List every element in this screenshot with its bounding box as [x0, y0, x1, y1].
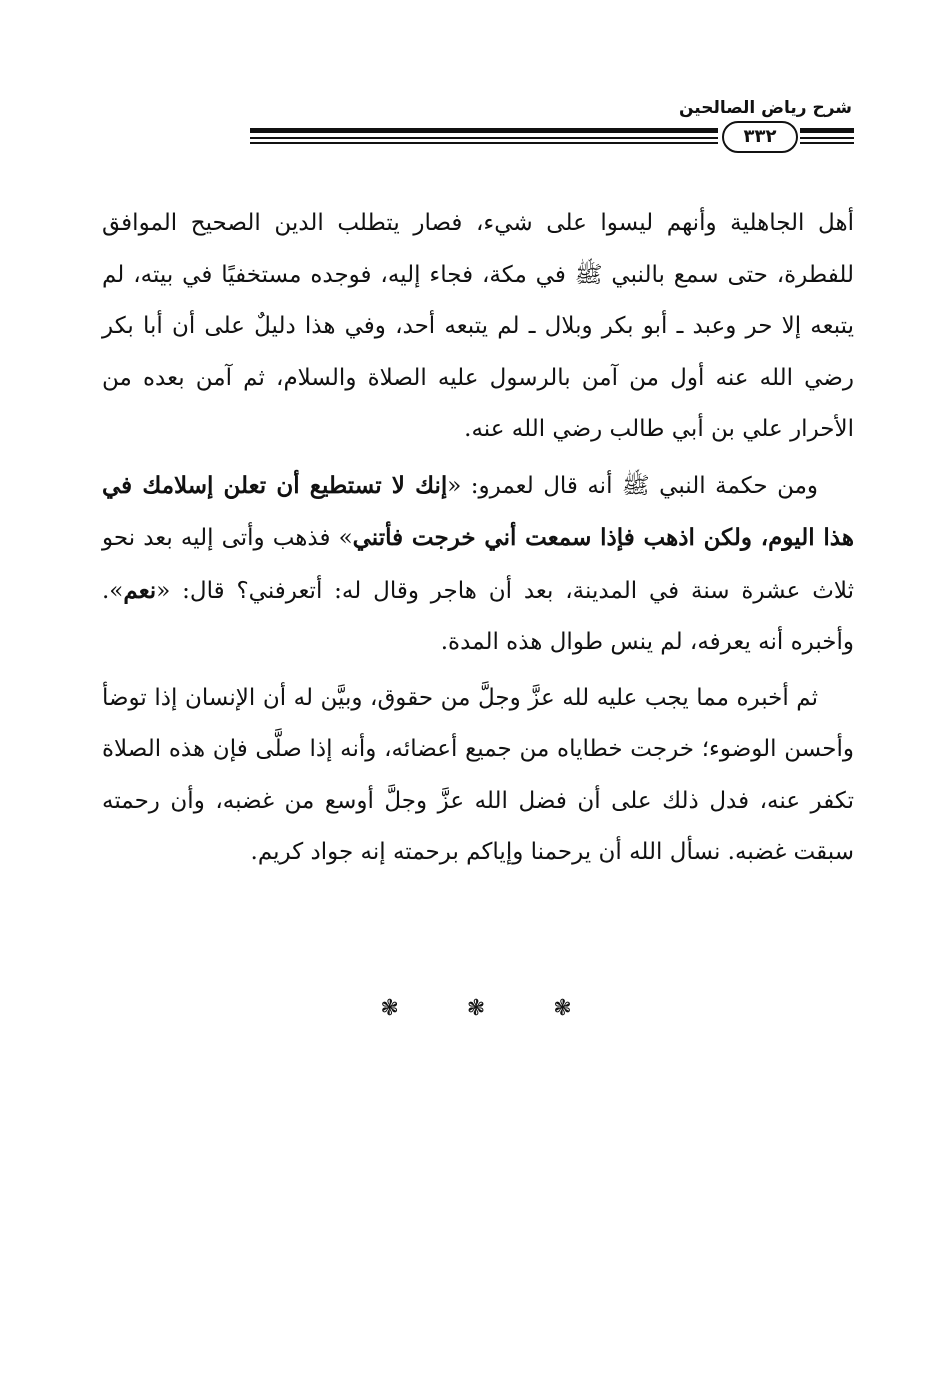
- text-segment: ». وأخبره أنه يعرفه، لم ينس طوال هذه المدة.: [102, 577, 854, 655]
- paragraph-1: [102, 198, 854, 456]
- page-number: ٣٣٢: [722, 121, 798, 153]
- star-ornament-icon: ❃: [553, 996, 572, 1021]
- running-title: شرح رياض الصالحين: [678, 98, 852, 118]
- star-ornament-icon: ❃: [380, 996, 399, 1021]
- header-rule: [800, 128, 854, 133]
- section-separator: [0, 996, 952, 1021]
- body-text: [102, 198, 854, 879]
- text-segment: ثم أخبره مما يجب عليه لله عزَّ وجلَّ من حقوق، وبيَّن له أن الإنسان إذا توضأ وأحسن الوضوء؛ خرجت خطاياه من جميع أعضائه، وأنه إذا صلَّى فإن هذه الصلاة تكفر عنه، فدل ذلك على أن فضل الله عزَّ وجلَّ أوسع من غضبه، وأن رحمته سبقت غضبه. نسأل الله أن يرحمنا وإياكم برحمته إنه جواد كريم.: [102, 684, 854, 865]
- star-ornament-icon: ❃: [466, 996, 486, 1021]
- paragraph-2: [102, 460, 854, 669]
- header-rule: [800, 142, 854, 144]
- text-segment: ومن حكمة النبي ﷺ أنه قال لعمرو: «: [447, 472, 819, 499]
- header-rule: [800, 137, 854, 139]
- text-segment: » فذهب وأتى إليه بعد نحو ثلاث عشرة سنة في المدينة، بعد أن هاجر وقال له: أتعرفني؟ قال: «: [102, 525, 854, 604]
- paragraph-3: [102, 673, 854, 879]
- hadith-quote: نعم: [123, 576, 157, 604]
- text-segment: أهل الجاهلية وأنهم ليسوا على شيء، فصار يتطلب الدين الصحيح الموافق للفطرة، حتى سمع بالنبي ﷺ في مكة، فجاء إليه، فوجده مستخفيًا في بيته، لم يتبعه إلا حر وعبد ـ أبو بكر وبلال ـ لم يتبعه أحد، وفي هذا دليلٌ على أن أبا بكر رضي الله عنه أول من آمن بالرسول عليه الصلاة والسلام، ثم آمن بعده من الأحرار علي بن أبي طالب رضي الله عنه.: [102, 210, 854, 442]
- page-number-frame: [718, 120, 800, 154]
- hadith-quote: إنك لا تستطيع أن تعلن إسلامك في هذا اليوم، ولكن اذهب فإذا سمعت أني خرجت فأتني: [102, 471, 854, 551]
